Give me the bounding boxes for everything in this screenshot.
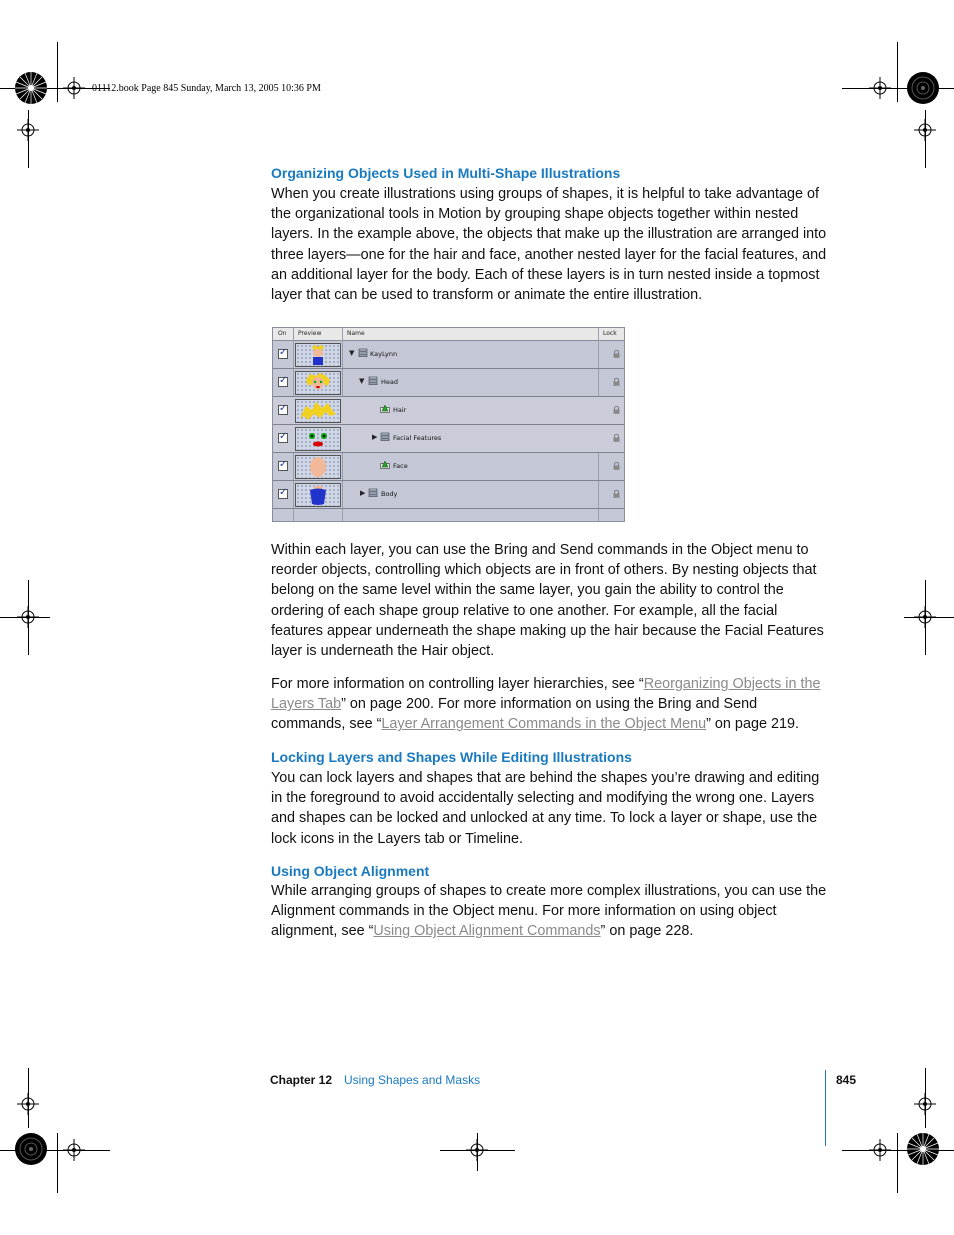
color-wheel-mark-icon: [906, 71, 940, 105]
registration-mark-icon: [869, 77, 891, 99]
visibility-checkbox[interactable]: [278, 405, 288, 415]
text-span: commands, see “: [271, 716, 382, 733]
disclosure-triangle-icon[interactable]: ▶: [372, 433, 378, 441]
text-line: an additional layer for the body. Each of these layers is in turn nested inside a topmost: [271, 266, 820, 283]
footer-chapter-title: Using Shapes and Masks: [344, 1073, 481, 1087]
registration-mark-icon: [17, 606, 39, 628]
link-reorganizing-objects-cont[interactable]: Layers Tab: [271, 696, 342, 713]
registration-mark-icon: [466, 1139, 488, 1161]
paragraph-more-info: [271, 674, 831, 735]
layer-row-facial-features[interactable]: [273, 425, 624, 453]
text-line: ordering of each shape group relative to one another. For example, all the facial: [271, 602, 778, 619]
footer-divider: [825, 1070, 826, 1146]
text-line: You can lock layers and shapes that are behind the shapes you’re drawing and editing: [271, 770, 820, 786]
text-span: alignment, see “: [271, 923, 374, 940]
text-line: features appear underneath the shape making up the hair because the Facial Features: [271, 622, 824, 639]
registration-mark-icon: [17, 1093, 39, 1115]
registration-mark-icon: [63, 1139, 85, 1161]
text-line: in the foreground to avoid accidentally selecting and modifying the wrong one. Layers: [271, 790, 815, 807]
registration-mark-icon: [914, 606, 936, 628]
footer-chapter: Chapter 12: [270, 1073, 333, 1087]
column-name[interactable]: Name: [347, 330, 365, 337]
text-line: lock icons in the Layers tab or Timeline.: [271, 830, 523, 847]
layer-stack-icon: [368, 488, 378, 497]
paragraph-organizing: [271, 184, 831, 305]
layer-preview-thumbnail: [295, 399, 341, 423]
print-header: 01112.book Page 845 Sunday, March 13, 2005 10:36 PM: [92, 83, 321, 94]
text-line: and shapes can be locked and unlocked at any time. To lock a layer or shape, use the: [271, 810, 818, 827]
layers-panel: [272, 327, 625, 522]
text-span: ” on page 228.: [600, 923, 694, 940]
text-line: layer is underneath the Hair object.: [271, 643, 495, 660]
layer-preview-thumbnail: [295, 483, 341, 507]
visibility-checkbox[interactable]: [278, 433, 288, 443]
layer-name[interactable]: KayLynn: [370, 350, 398, 358]
page-number: 845: [836, 1073, 857, 1087]
visibility-checkbox[interactable]: [278, 349, 288, 359]
paragraph-locking: [271, 768, 831, 849]
layer-row-hair[interactable]: [273, 397, 624, 425]
color-wheel-mark-icon: [14, 1132, 48, 1166]
section-heading-organizing: Organizing Objects Used in Multi-Shape Illustrations: [271, 165, 621, 181]
layer-preview-thumbnail: [295, 427, 341, 451]
layer-preview-thumbnail: [295, 343, 341, 367]
lock-icon[interactable]: [613, 462, 620, 470]
text-span: ” on page 219.: [706, 716, 799, 733]
shape-icon: [380, 404, 390, 413]
visibility-checkbox[interactable]: [278, 377, 288, 387]
color-wheel-mark-icon: [906, 1132, 940, 1166]
layer-stack-icon: [358, 348, 368, 357]
text-line: three layers—one for the hair and face, another nested layer for the facial features, and: [271, 246, 827, 263]
text-line: layer that can be used to transform or animate the entire illustration.: [271, 287, 703, 304]
section-heading-locking: Locking Layers and Shapes While Editing Illustrations: [271, 749, 632, 765]
disclosure-triangle-icon[interactable]: ▶: [360, 489, 366, 497]
text-span: For more information on controlling layer hierarchies, see “: [271, 676, 644, 692]
text-span: ” on page 200. For more information on using the Bring and Send: [341, 696, 758, 713]
layer-name[interactable]: Facial Features: [393, 434, 442, 442]
text-line: While arranging groups of shapes to create more complex illustrations, you can use the: [271, 883, 827, 899]
layer-row-head[interactable]: [273, 369, 624, 397]
layer-name[interactable]: Hair: [393, 406, 407, 414]
registration-mark-icon: [63, 77, 85, 99]
layer-stack-icon: [380, 432, 390, 441]
text-line: Alignment commands in the Object menu. For more information on using object: [271, 903, 777, 920]
lock-icon[interactable]: [613, 434, 620, 442]
layer-name[interactable]: Head: [381, 378, 398, 386]
paragraph-alignment: [271, 881, 831, 942]
section-heading-alignment: Using Object Alignment: [271, 863, 430, 879]
layer-preview-thumbnail: [295, 455, 341, 479]
disclosure-triangle-icon[interactable]: ▼: [349, 349, 355, 357]
layer-row-kaylynn[interactable]: [273, 341, 624, 369]
layer-row-body[interactable]: [273, 481, 624, 509]
layer-stack-icon: [368, 376, 378, 385]
shape-icon: [380, 460, 390, 469]
paragraph-bring-send: [271, 540, 831, 661]
layers-panel-header: [273, 328, 624, 341]
layer-row-face[interactable]: [273, 453, 624, 481]
text-line: layers. In the example above, the objects that make up the illustration are arranged into: [271, 226, 827, 243]
link-layer-arrangement-commands[interactable]: Layer Arrangement Commands in the Object Menu: [381, 716, 707, 733]
text-line: Within each layer, you can use the Bring and Send commands in the Object menu to: [271, 542, 809, 558]
registration-mark-icon: [869, 1139, 891, 1161]
text-line: When you create illustrations using groups of shapes, it is helpful to take advantage of: [271, 186, 819, 202]
layer-name[interactable]: Face: [393, 462, 408, 470]
lock-icon[interactable]: [613, 350, 620, 358]
lock-icon[interactable]: [613, 490, 620, 498]
registration-mark-icon: [17, 119, 39, 141]
lock-icon[interactable]: [613, 406, 620, 414]
column-preview[interactable]: Preview: [298, 330, 322, 337]
text-line: belong on the same level within the same layer, you gain the ability to control the: [271, 582, 784, 599]
column-on[interactable]: On: [278, 330, 287, 337]
text-line: the organizational tools in Motion by grouping shape objects together within nested: [271, 206, 799, 223]
visibility-checkbox[interactable]: [278, 461, 288, 471]
layer-preview-thumbnail: [295, 371, 341, 395]
registration-mark-icon: [914, 1093, 936, 1115]
link-reorganizing-objects[interactable]: Reorganizing Objects in the: [643, 676, 821, 692]
column-lock[interactable]: Lock: [603, 330, 617, 337]
color-wheel-mark-icon: [14, 71, 48, 105]
text-line: reorder objects, controlling which objects are in front of others. By nesting objects that: [271, 562, 817, 579]
registration-mark-icon: [914, 119, 936, 141]
layer-name[interactable]: Body: [381, 490, 398, 498]
visibility-checkbox[interactable]: [278, 489, 288, 499]
lock-icon[interactable]: [613, 378, 620, 386]
link-using-object-alignment-commands[interactable]: Using Object Alignment Commands: [373, 923, 601, 940]
disclosure-triangle-icon[interactable]: ▼: [359, 377, 365, 385]
